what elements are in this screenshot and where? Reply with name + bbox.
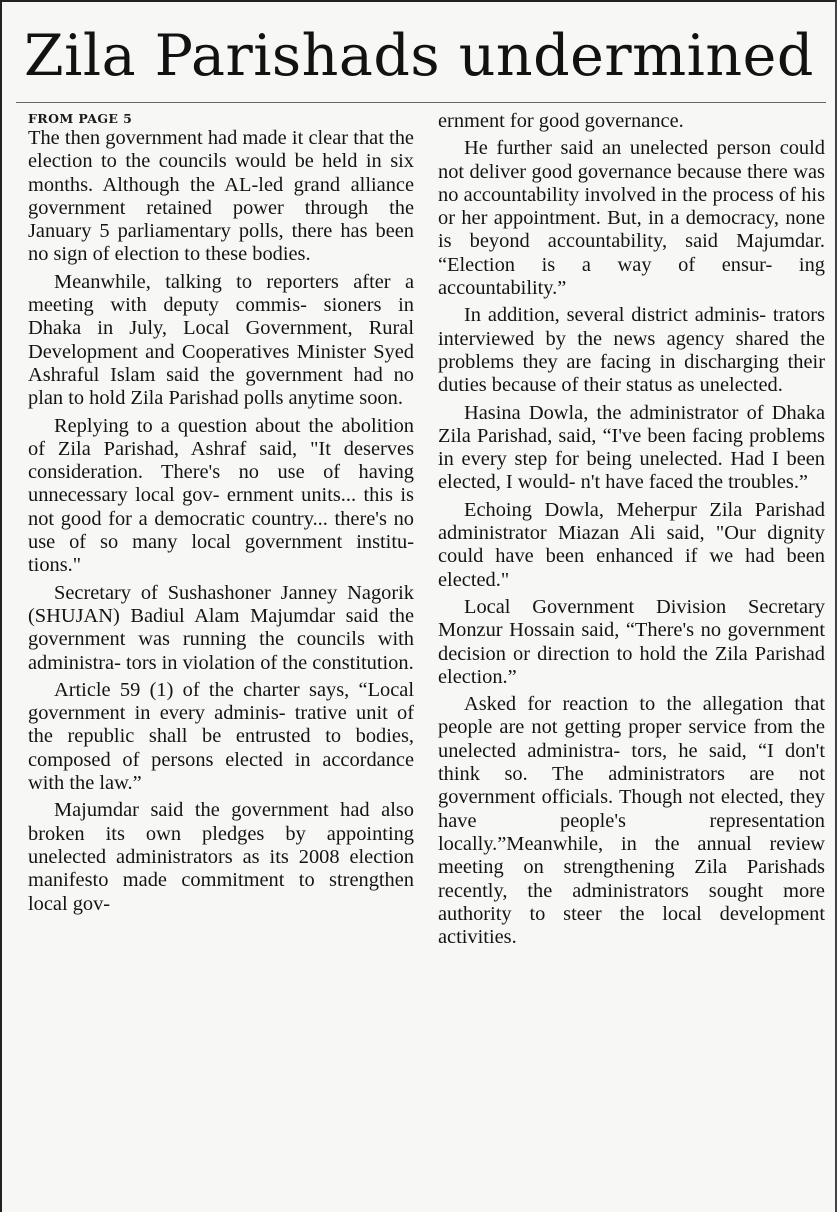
paragraph: In addition, several district adminis- trators interviewed by the news agency shared the problems they are facing in discharging their duties because of their status as unelected. <box>438 304 825 397</box>
headline: Zila Parishads undermined <box>24 23 814 89</box>
paragraph: Meanwhile, talking to reporters after a meeting with deputy commis- sioners in Dhaka in July, Local Government, Rural Development and Cooperatives Minister Syed Ashraful Islam said the government had no plan to hold Zila Parishad polls anytime soon. <box>28 270 414 410</box>
paragraph: The then government had made it clear that the election to the councils would be held in six months. Although the AL-led grand alliance government retained power through the January 5 parliamentary polls, there has been no sign of election to these bodies. <box>28 127 414 266</box>
paragraph: He further said an unelected person could not deliver good governance because there was no accountability involved in the process of his or her appointment. But, in a democracy, none is beyond accountability, said Majumdar. “Election is a way of ensur- ing accountability.” <box>438 137 825 300</box>
paragraph: Article 59 (1) of the charter says, “Local government in every adminis- trative unit of the republic shall be entrusted to bodies, composed of persons elected in accordance with the law.” <box>28 678 414 795</box>
paragraph: Replying to a question about the abolition of Zila Parishad, Ashraf said, "It deserves consideration. There's no use of having unnecessary local gov- ernment units... this is not good for a democratic country... there's no use of so many local government institu- tions." <box>28 414 414 577</box>
paragraph: Echoing Dowla, Meherpur Zila Parishad administrator Miazan Ali said, "Our dignity could have been enhanced if we had been elected." <box>438 498 825 591</box>
paragraph: Local Government Division Secretary Monzur Hossain said, “There's no government decision or direction to hold the Zila Parishad election.” <box>438 595 825 688</box>
headline-divider <box>16 102 826 103</box>
continuation-kicker: FROM PAGE 5 <box>28 111 133 126</box>
paragraph: Majumdar said the government had also broken its own pledges by appointing unelected administrators as its 2008 election manifesto made commitment to strengthen local gov- <box>28 799 414 915</box>
right-column <box>438 110 825 953</box>
paragraph: Asked for reaction to the allegation that people are not getting proper service from the unelected administra- tors, he said, “I don't think so. The administrators are not government officials. Though not elected, they have people's representation locally.”Meanwhile, in the annual review meeting on strengthening Zila Parishads recently, the administrators sought more authority to steer the local development activities. <box>438 693 825 949</box>
paragraph: ernment for good governance. <box>438 110 684 132</box>
paragraph: Hasina Dowla, the administrator of Dhaka Zila Parishad, said, “I've been facing problems in every step for being unelected. Had I been elected, I would- n't have faced the troubles.” <box>438 401 825 494</box>
paragraph: Secretary of Sushashoner Janney Nagorik (SHUJAN) Badiul Alam Majumdar said the government was running the councils with administra- tors in violation of the constitution. <box>28 581 414 674</box>
left-column <box>28 110 414 920</box>
